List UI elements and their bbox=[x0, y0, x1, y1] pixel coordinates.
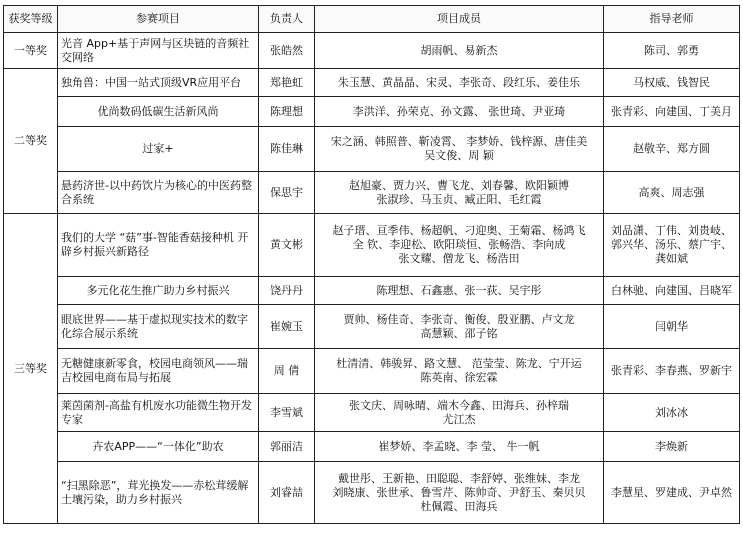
project-name: 莱茵菌剂-高盐有机废水功能微生物开发专家 bbox=[58, 394, 259, 432]
advisors: 高爽、周志强 bbox=[604, 172, 740, 214]
project-name: 多元化花生推广助力乡村振兴 bbox=[58, 277, 259, 305]
advisors: 陈司、郭勇 bbox=[604, 33, 740, 69]
members: 张文庆、周咏晴、端木今鑫、田海兵、孙梓瑞 尤江杰 bbox=[315, 394, 604, 432]
members: 贾帅、杨佳奇、李张奇、衡俊、殷亚鹏、卢文龙 高慧颖、邵子铭 bbox=[315, 305, 604, 349]
advisors: 赵敬辛、郑方圆 bbox=[604, 127, 740, 172]
members: 李洪洋、孙荣克、孙文露、 张世琦、尹亚琦 bbox=[315, 97, 604, 127]
table-row bbox=[4, 33, 740, 69]
leader: 崔婉玉 bbox=[259, 305, 315, 349]
members: 戴世彤、王新艳、田聪聪、李舒婷、张维妹、李龙 刘晓康、张世承、鲁雪芹、陈帅奇、尹舒玉、秦贝贝 杜佩霞、田海兵 bbox=[315, 462, 604, 524]
table-row bbox=[4, 305, 740, 349]
table-row bbox=[4, 127, 740, 172]
table-row bbox=[4, 97, 740, 127]
project-name: 优尚数码低碳生活新风尚 bbox=[58, 97, 259, 127]
project-name: 我们的大学 “菇”事-智能香菇接种机 开辟乡村振兴新路径 bbox=[58, 214, 259, 277]
header-level: 获奖等级 bbox=[4, 6, 58, 33]
members: 胡雨帆、易新杰 bbox=[315, 33, 604, 69]
advisors: 马权威、钱智民 bbox=[604, 69, 740, 97]
table-row bbox=[4, 69, 740, 97]
award-level: 一等奖 bbox=[4, 33, 58, 69]
leader: 陈理想 bbox=[259, 97, 315, 127]
leader: 黄文彬 bbox=[259, 214, 315, 277]
advisors: 张青彩、李春燕、罗新宇 bbox=[604, 349, 740, 394]
award-level: 三等奖 bbox=[4, 214, 58, 524]
award-level: 二等奖 bbox=[4, 69, 58, 214]
header-members: 项目成员 bbox=[315, 6, 604, 33]
members: 崔梦娇、李孟晓、李 莹、 牛一帆 bbox=[315, 432, 604, 462]
project-name: 过家+ bbox=[58, 127, 259, 172]
leader: 张皓然 bbox=[259, 33, 315, 69]
leader: 刘睿喆 bbox=[259, 462, 315, 524]
table-row bbox=[4, 432, 740, 462]
table-row bbox=[4, 172, 740, 214]
header-project: 参赛项目 bbox=[58, 6, 259, 33]
leader: 陈佳琳 bbox=[259, 127, 315, 172]
table-row bbox=[4, 214, 740, 277]
members: 杜清清、韩骏昇、路文慧、 范莹莹、陈龙、宁开运 陈英南、徐宏霖 bbox=[315, 349, 604, 394]
advisors: 刘冰冰 bbox=[604, 394, 740, 432]
advisors: 白林驰、向建国、吕晓军 bbox=[604, 277, 740, 305]
leader: 李雪斌 bbox=[259, 394, 315, 432]
members: 赵旭豪、贾力兴、曹飞龙、刘春馨、欧阳颖博 张淑珍、马玉贞、臧正阳、毛红霞 bbox=[315, 172, 604, 214]
project-name: 独角兽：中国一站式顶级VR应用平台 bbox=[58, 69, 259, 97]
advisors: 李焕新 bbox=[604, 432, 740, 462]
advisors: 刘品潇、丁伟、刘贵岐、郭兴华、汤乐、蔡广宇、龚如斌 bbox=[604, 214, 740, 277]
awards-table bbox=[3, 5, 740, 524]
members: 宋之涵、韩照普、靳凌霄、 李梦娇、钱梓源、唐佳美 吴文俊、周 颖 bbox=[315, 127, 604, 172]
advisors: 闫朝华 bbox=[604, 305, 740, 349]
project-name: “扫黑除恶”，茸光换发——赤松茸缓解土壤污染，助力乡村振兴 bbox=[58, 462, 259, 524]
leader: 保思宇 bbox=[259, 172, 315, 214]
members: 陈理想、石鑫惠、张一荻、吴宇彤 bbox=[315, 277, 604, 305]
header-row bbox=[4, 6, 740, 33]
header-leader: 负责人 bbox=[259, 6, 315, 33]
advisors: 张青彩、向建国、丁美月 bbox=[604, 97, 740, 127]
project-name: 卉农APP——“一体化”助农 bbox=[58, 432, 259, 462]
project-name: 无糖健康新零食，校园电商领风——瑞吉校园电商布局与拓展 bbox=[58, 349, 259, 394]
members: 赵子瑨、亘季伟、杨超帆、刁迎奥、王菊霜、杨鸿飞 全 钦、李迎松、欧阳琰恒、张畅浩、李向成 张文耀、僧龙飞、杨浩田 bbox=[315, 214, 604, 277]
header-advisors: 指导老师 bbox=[604, 6, 740, 33]
project-name: 光音 App+基于声网与区块链的音频社交网络 bbox=[58, 33, 259, 69]
table-row bbox=[4, 349, 740, 394]
leader: 周 倩 bbox=[259, 349, 315, 394]
table-row bbox=[4, 462, 740, 524]
leader: 饶丹丹 bbox=[259, 277, 315, 305]
project-name: 眼底世界——基于虚拟现实技术的数字化综合展示系统 bbox=[58, 305, 259, 349]
advisors: 李慧星、罗建成、尹卓然 bbox=[604, 462, 740, 524]
members: 朱玉慧、黄晶晶、宋灵、李张奇、段红乐、姜佳乐 bbox=[315, 69, 604, 97]
table-row bbox=[4, 277, 740, 305]
table-row bbox=[4, 394, 740, 432]
project-name: 悬药济世-以中药饮片为核心的中医药整合系统 bbox=[58, 172, 259, 214]
leader: 郑艳虹 bbox=[259, 69, 315, 97]
leader: 郭丽洁 bbox=[259, 432, 315, 462]
